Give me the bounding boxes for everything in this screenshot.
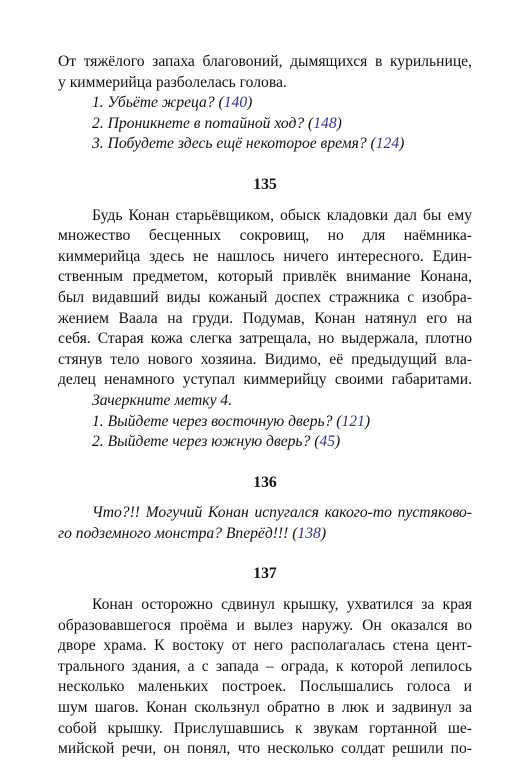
option-ref-link[interactable]: 121 (341, 412, 365, 430)
section135-line: ственным предметом, который привлёк внимание Конана, (58, 268, 472, 286)
section136-line-1: Что?!! Могучий Конан испугался какого-то пустяково- (92, 504, 472, 522)
section135-line: стянув тело нового хозяина. Видимо, её предыдущий вла- (58, 350, 472, 368)
option-3[interactable]: 3. Побудете здесь ещё некоторое время? (124) (92, 135, 405, 153)
section135-option-1[interactable]: 1. Выйдете через восточную дверь? (121) (92, 412, 371, 430)
section-number-137: 137 (253, 565, 277, 583)
section137-line: трального здания, а с запада – ограда, к которой лепилось (58, 657, 472, 675)
section135-line: себя. Старая кожа слегка затрещала, но выдержала, плотно (58, 330, 472, 348)
option-text: 2. Проникнете в потайной ход? ( (92, 114, 314, 132)
section-number-135: 135 (253, 175, 277, 193)
section135-line: Будь Конан старьёвщиком, обыск кладовки дал бы ему (92, 206, 472, 224)
option-ref-link[interactable]: 140 (223, 94, 248, 112)
section137-line: собой крышку. Прислушавшись к звукам гортанной ше- (58, 719, 472, 737)
section-number-136: 136 (253, 473, 277, 491)
section137-line: шум шагов. Конан скользнул обратно в люк и задвинул за (58, 699, 472, 717)
book-page (58, 52, 472, 760)
section135-line: был видавший виды кожаный доспех стражника с изобра- (58, 288, 472, 306)
section137-line: мийской речи, он понял, что несколько солдат решили по- (58, 740, 472, 758)
option-text: 2. Выйдете через южную дверь? ( (92, 433, 320, 451)
section135-line: делец ненамного уступал киммерийцу своими габаритами. (58, 371, 472, 389)
section137-line: образовавшегося проёма и вылез наружу. Он оказался во (58, 616, 472, 634)
section135-option-2[interactable]: 2. Выйдете через южную дверь? (45) (92, 433, 341, 451)
option-text: 1. Убьёте жреца? ( (92, 94, 224, 112)
option-text: 3. Побудете здесь ещё некоторое время? ( (92, 135, 376, 153)
section135-line: множество бесценных сокровищ, но для наёмника- (58, 227, 472, 245)
option-2[interactable]: 2. Проникнете в потайной ход? (148) (92, 114, 342, 132)
intro-line-1: От тяжёлого запаха благовоний, дымящихся в курильнице, (58, 53, 472, 70)
section137-line: Конан осторожно сдвинул крышку, ухватился за края (92, 596, 472, 614)
section136-text: го подземного монстра? Вперёд!!! ( (58, 524, 298, 542)
section135-line: киммерийца здесь не нашлось ничего интересного. Един- (58, 247, 472, 265)
section137-line: несколько маленьких построек. Послышались голоса и (58, 678, 472, 696)
option-ref-link[interactable]: 138 (297, 524, 321, 542)
option-1[interactable]: 1. Убьёте жреца? (140) (92, 94, 253, 112)
option-ref-link[interactable]: 124 (375, 135, 400, 153)
section136-line-2[interactable]: го подземного монстра? Вперёд!!! (138) (58, 524, 327, 542)
section135-note: Зачеркните метку 4. (92, 391, 233, 409)
intro-line-2: у киммерийца разболелась голова. (58, 73, 287, 91)
option-ref-link[interactable]: 45 (319, 433, 336, 451)
section135-line: жением Ваала на груди. Подумав, Конан натянул его на (58, 309, 472, 327)
option-ref-link[interactable]: 148 (313, 114, 337, 132)
option-text: 1. Выйдете через восточную дверь? ( (92, 412, 342, 430)
section137-line: дворе храма. К востоку от него располагалась стена цент- (58, 637, 472, 655)
